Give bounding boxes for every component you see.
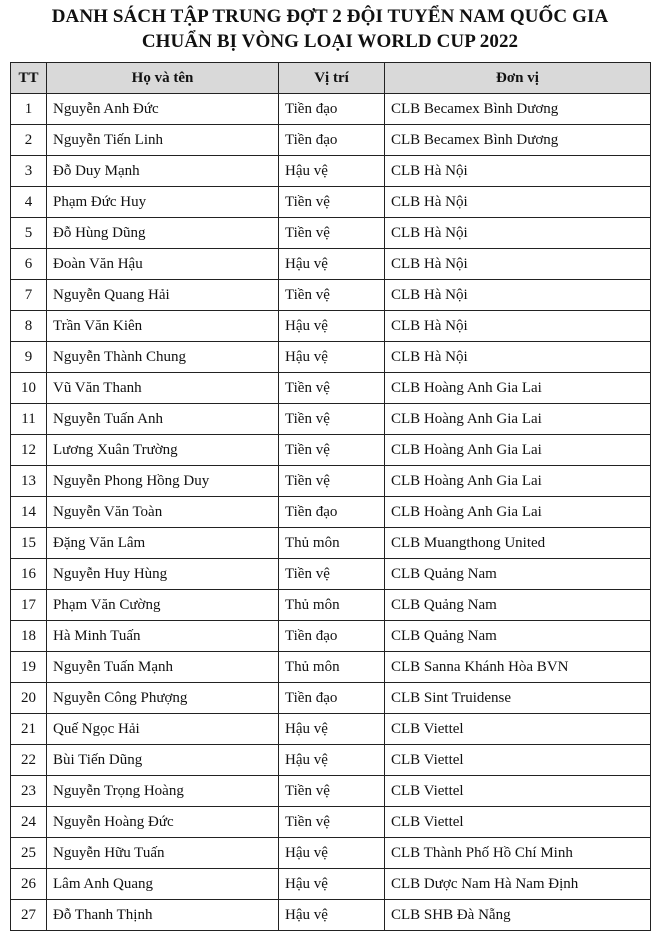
table-row [11,280,651,311]
table-row [11,683,651,714]
cell-club: CLB Becamex Bình Dương [385,125,651,156]
cell-tt: 27 [11,900,47,931]
cell-position: Tiền vệ [279,776,385,807]
cell-position: Tiền đạo [279,621,385,652]
cell-tt: 5 [11,218,47,249]
table-row [11,156,651,187]
cell-position: Tiền vệ [279,466,385,497]
table-row [11,125,651,156]
table-row [11,497,651,528]
title-line-2: CHUẨN BỊ VÒNG LOẠI WORLD CUP 2022 [141,31,519,52]
cell-club: CLB Quảng Nam [385,590,651,621]
cell-tt: 11 [11,404,47,435]
table-row [11,900,651,931]
cell-tt: 20 [11,683,47,714]
cell-tt: 13 [11,466,47,497]
cell-tt: 2 [11,125,47,156]
header-name: Họ và tên [47,63,279,94]
cell-name: Vũ Văn Thanh [47,373,279,404]
cell-name: Nguyễn Quang Hải [47,280,279,311]
cell-name: Lâm Anh Quang [47,869,279,900]
cell-name: Đỗ Duy Mạnh [47,156,279,187]
cell-position: Tiền đạo [279,683,385,714]
cell-club: CLB Thành Phố Hồ Chí Minh [385,838,651,869]
cell-club: CLB Sanna Khánh Hòa BVN [385,652,651,683]
table-row [11,807,651,838]
cell-tt: 12 [11,435,47,466]
cell-name: Nguyễn Tiến Linh [47,125,279,156]
cell-name: Nguyễn Hữu Tuấn [47,838,279,869]
cell-club: CLB Hà Nội [385,342,651,373]
cell-tt: 17 [11,590,47,621]
table-row [11,590,651,621]
cell-tt: 23 [11,776,47,807]
cell-position: Tiền vệ [279,280,385,311]
cell-tt: 10 [11,373,47,404]
cell-name: Hà Minh Tuấn [47,621,279,652]
cell-position: Thủ môn [279,652,385,683]
cell-name: Lương Xuân Trường [47,435,279,466]
table-row [11,745,651,776]
cell-tt: 7 [11,280,47,311]
header-club: Đơn vị [385,63,651,94]
cell-tt: 9 [11,342,47,373]
cell-tt: 14 [11,497,47,528]
cell-club: CLB Muangthong United [385,528,651,559]
cell-club: CLB Hoàng Anh Gia Lai [385,373,651,404]
cell-name: Đỗ Thanh Thịnh [47,900,279,931]
cell-club: CLB Hà Nội [385,218,651,249]
cell-name: Nguyễn Hoàng Đức [47,807,279,838]
cell-tt: 16 [11,559,47,590]
table-row [11,435,651,466]
cell-position: Hậu vệ [279,745,385,776]
cell-position: Tiền vệ [279,187,385,218]
table-row [11,404,651,435]
table-body [11,94,651,931]
title-line-1: DANH SÁCH TẬP TRUNG ĐỢT 2 ĐỘI TUYỂN NAM QUỐC GIA [51,6,609,27]
header-position: Vị trí [279,63,385,94]
table-row [11,869,651,900]
table-row [11,94,651,125]
roster-table [10,62,651,931]
cell-name: Quế Ngọc Hải [47,714,279,745]
table-row [11,373,651,404]
table-row [11,342,651,373]
cell-name: Đỗ Hùng Dũng [47,218,279,249]
table-row [11,652,651,683]
cell-tt: 15 [11,528,47,559]
cell-tt: 1 [11,94,47,125]
header-tt: TT [11,63,47,94]
cell-position: Hậu vệ [279,156,385,187]
cell-club: CLB Viettel [385,714,651,745]
cell-tt: 24 [11,807,47,838]
cell-tt: 3 [11,156,47,187]
cell-name: Nguyễn Tuấn Anh [47,404,279,435]
cell-position: Hậu vệ [279,249,385,280]
header-row [11,63,651,94]
cell-name: Nguyễn Văn Toàn [47,497,279,528]
cell-club: CLB Hoàng Anh Gia Lai [385,404,651,435]
cell-position: Tiền đạo [279,94,385,125]
cell-position: Tiền vệ [279,218,385,249]
cell-name: Nguyễn Phong Hồng Duy [47,466,279,497]
table-header [11,63,651,94]
cell-tt: 8 [11,311,47,342]
cell-tt: 4 [11,187,47,218]
cell-tt: 22 [11,745,47,776]
cell-position: Tiền vệ [279,807,385,838]
table-row [11,838,651,869]
cell-position: Thủ môn [279,528,385,559]
cell-name: Trần Văn Kiên [47,311,279,342]
cell-position: Tiền đạo [279,497,385,528]
cell-club: CLB Viettel [385,745,651,776]
cell-position: Tiền vệ [279,404,385,435]
cell-name: Đoàn Văn Hậu [47,249,279,280]
table-row [11,528,651,559]
cell-position: Hậu vệ [279,342,385,373]
cell-position: Tiền vệ [279,435,385,466]
cell-name: Nguyễn Tuấn Mạnh [47,652,279,683]
cell-position: Tiền đạo [279,125,385,156]
cell-club: CLB Becamex Bình Dương [385,94,651,125]
cell-club: CLB Hoàng Anh Gia Lai [385,435,651,466]
table-row [11,311,651,342]
cell-club: CLB Hà Nội [385,156,651,187]
cell-club: CLB Quảng Nam [385,559,651,590]
cell-name: Nguyễn Huy Hùng [47,559,279,590]
cell-club: CLB Hà Nội [385,187,651,218]
cell-position: Hậu vệ [279,869,385,900]
cell-position: Tiền vệ [279,559,385,590]
cell-tt: 26 [11,869,47,900]
table-row [11,714,651,745]
table-row [11,187,651,218]
cell-club: CLB SHB Đà Nẵng [385,900,651,931]
cell-name: Đặng Văn Lâm [47,528,279,559]
cell-position: Hậu vệ [279,311,385,342]
cell-position: Hậu vệ [279,900,385,931]
cell-club: CLB Hoàng Anh Gia Lai [385,466,651,497]
cell-club: CLB Hà Nội [385,249,651,280]
cell-position: Hậu vệ [279,838,385,869]
cell-name: Nguyễn Thành Chung [47,342,279,373]
cell-name: Bùi Tiến Dũng [47,745,279,776]
cell-tt: 21 [11,714,47,745]
cell-name: Phạm Văn Cường [47,590,279,621]
document-title [0,4,660,54]
cell-club: CLB Hà Nội [385,311,651,342]
cell-club: CLB Sint Truidense [385,683,651,714]
table-row [11,559,651,590]
table-row [11,466,651,497]
cell-club: CLB Quảng Nam [385,621,651,652]
table-row [11,621,651,652]
cell-name: Nguyễn Trọng Hoàng [47,776,279,807]
cell-tt: 25 [11,838,47,869]
cell-club: CLB Hà Nội [385,280,651,311]
cell-club: CLB Dược Nam Hà Nam Định [385,869,651,900]
table-row [11,776,651,807]
cell-club: CLB Hoàng Anh Gia Lai [385,497,651,528]
table-row [11,249,651,280]
cell-name: Nguyễn Công Phượng [47,683,279,714]
cell-tt: 6 [11,249,47,280]
cell-position: Tiền vệ [279,373,385,404]
cell-name: Phạm Đức Huy [47,187,279,218]
cell-club: CLB Viettel [385,807,651,838]
cell-club: CLB Viettel [385,776,651,807]
cell-tt: 19 [11,652,47,683]
cell-position: Hậu vệ [279,714,385,745]
cell-tt: 18 [11,621,47,652]
cell-position: Thủ môn [279,590,385,621]
table-row [11,218,651,249]
cell-name: Nguyễn Anh Đức [47,94,279,125]
